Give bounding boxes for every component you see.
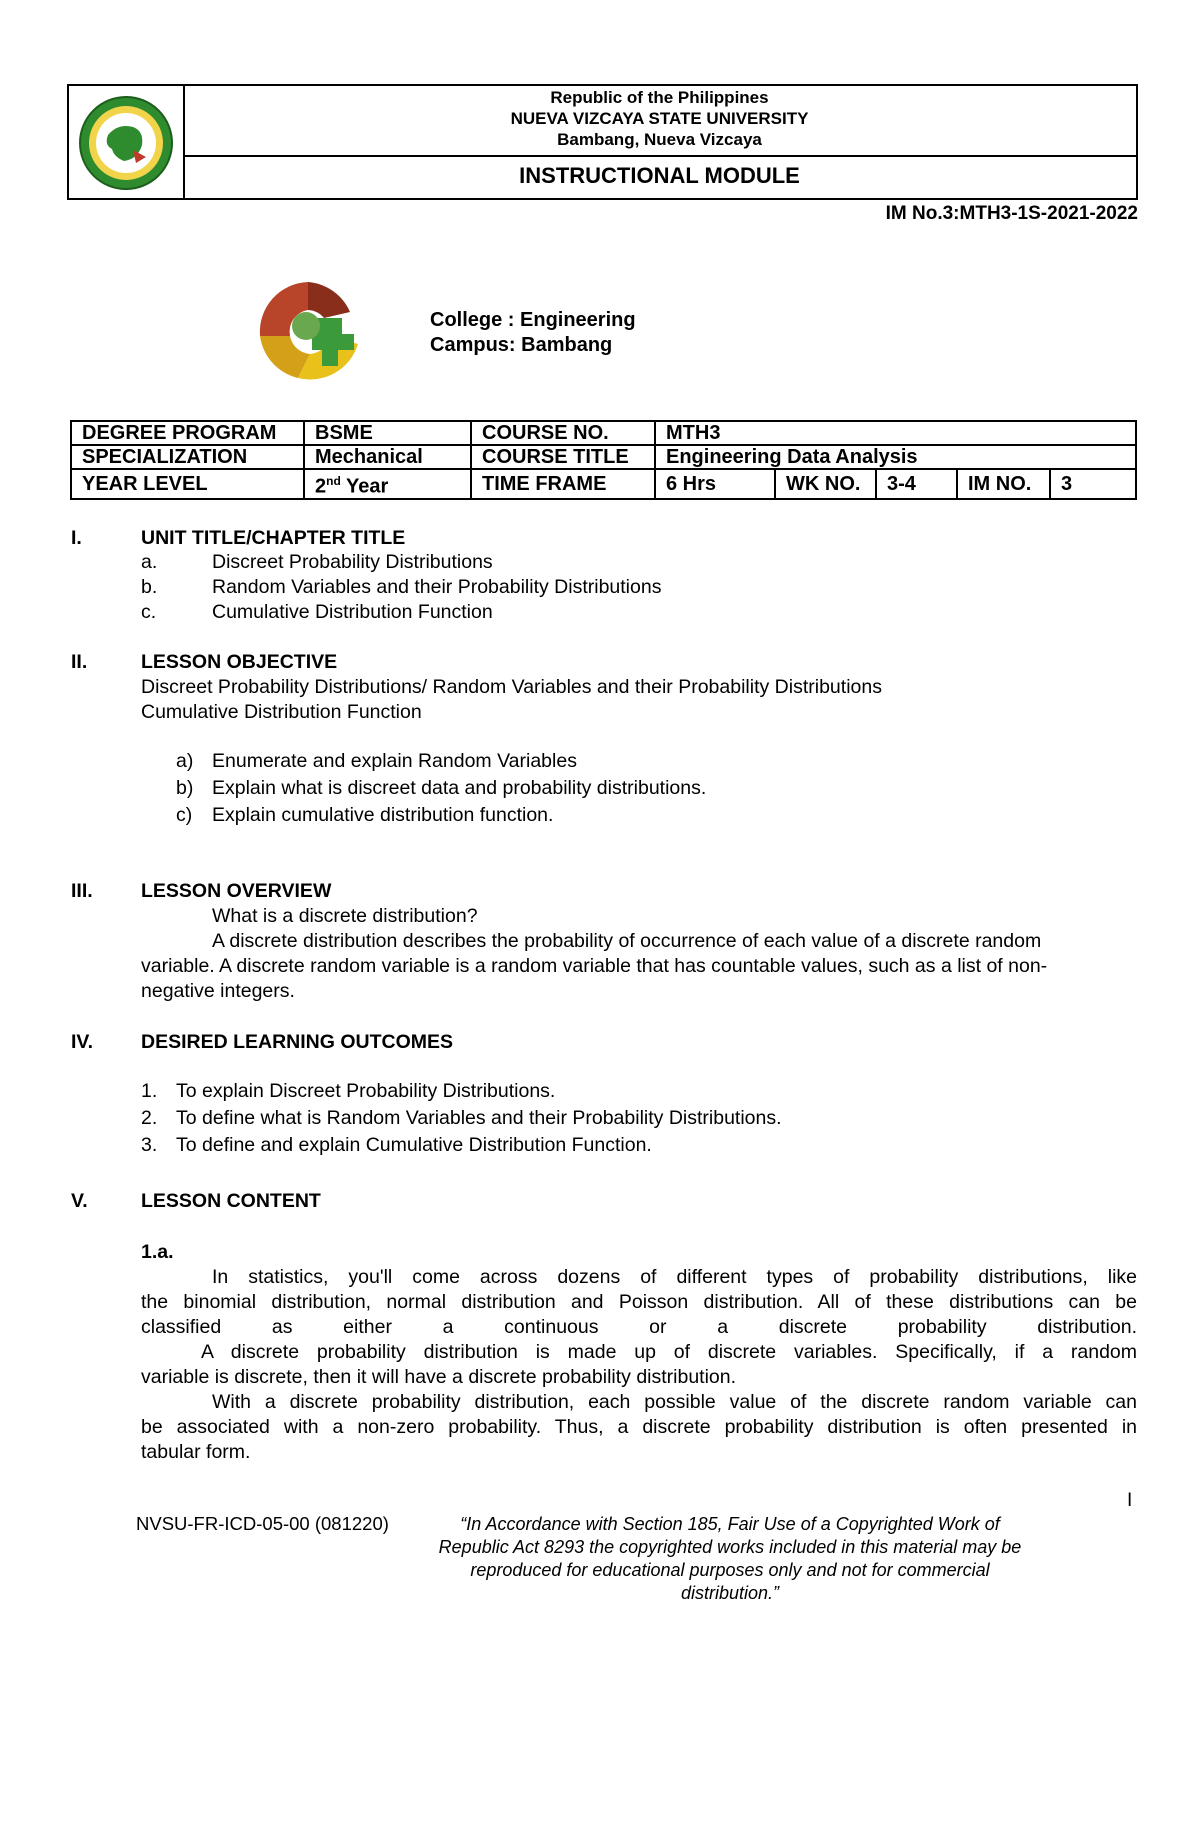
year-level-label: YEAR LEVEL [71, 469, 304, 499]
subsection-label: 1.a. [141, 1241, 174, 1263]
course-no-label: COURSE NO. [471, 421, 655, 445]
engineering-college-logo-icon [250, 274, 368, 386]
content-paragraph-line: variable is discrete, then it will have a discrete probability distribution. [141, 1366, 737, 1388]
list-item-number: 3. [141, 1134, 158, 1156]
content-paragraph-line: be associated with a non-zero probability. Thus, a discrete probability distribution is often presented in [141, 1416, 1137, 1438]
list-item: Enumerate and explain Random Variables [212, 750, 577, 772]
list-item: To explain Discreet Probability Distributions. [176, 1080, 556, 1102]
header-institution-block [183, 86, 1136, 157]
table-row [71, 421, 1136, 445]
list-item-letter: b) [176, 777, 194, 799]
list-item-letter: c. [141, 601, 157, 623]
copyright-note: “In Accordance with Section 185, Fair Use of a Copyrighted Work of Republic Act 8293 the copyrighted works included in this material may be reproduced for educational purposes only and not for commercial distribution.” [438, 1514, 1022, 1603]
section-heading: LESSON CONTENT [141, 1190, 321, 1212]
list-item: Cumulative Distribution Function [212, 601, 493, 623]
content-paragraph-line: In statistics, you'll come across dozens of different types of probability distributions, like [212, 1266, 1137, 1288]
college-name: College : Engineering [430, 309, 636, 331]
section-numeral: V. [71, 1190, 88, 1212]
module-title: INSTRUCTIONAL MODULE [519, 163, 800, 188]
overview-question: What is a discrete distribution? [212, 905, 478, 927]
table-row [71, 445, 1136, 469]
im-no-label: IM NO. [957, 469, 1050, 499]
course-no-value: MTH3 [655, 421, 1136, 445]
section-numeral: II. [71, 651, 88, 673]
time-frame-label: TIME FRAME [471, 469, 655, 499]
section-heading: UNIT TITLE/CHAPTER TITLE [141, 527, 406, 549]
list-item-letter: b. [141, 576, 158, 598]
list-item-number: 2. [141, 1107, 158, 1129]
im-no-value: 3 [1050, 469, 1136, 499]
im-code: IM No.3:MTH3-1S-2021-2022 [885, 203, 1138, 224]
course-title-value: Engineering Data Analysis [655, 445, 1136, 469]
degree-program-label: DEGREE PROGRAM [71, 421, 304, 445]
course-title-label: COURSE TITLE [471, 445, 655, 469]
year-level-value [304, 469, 471, 499]
table-row [71, 469, 1136, 499]
section-heading: LESSON OVERVIEW [141, 880, 332, 902]
college-info [430, 308, 636, 358]
form-code: NVSU-FR-ICD-05-00 (081220) [136, 1513, 389, 1534]
list-item-letter: c) [176, 804, 193, 826]
document-header [67, 84, 1138, 200]
list-item: To define what is Random Variables and their Probability Distributions. [176, 1107, 782, 1129]
content-paragraph-line: classified as either a continuous or a discrete probability distribution. [141, 1316, 1137, 1338]
wk-no-value: 3-4 [876, 469, 957, 499]
list-item: Discreet Probability Distributions [212, 551, 493, 573]
section-numeral: I. [71, 527, 82, 549]
campus-name: Campus: Bambang [430, 334, 613, 356]
content-paragraph-line: With a discrete probability distribution, each possible value of the discrete random variable can [212, 1391, 1137, 1413]
page-number: I [1127, 1490, 1133, 1511]
list-item-number: 1. [141, 1080, 158, 1102]
university-seal-icon [78, 95, 174, 191]
time-frame-value: 6 Hrs [655, 469, 775, 499]
course-info-table [70, 420, 1137, 500]
objective-line: Cumulative Distribution Function [141, 701, 422, 723]
section-heading: LESSON OBJECTIVE [141, 651, 338, 673]
year-level-number: 2 [315, 475, 327, 498]
header-line-republic: Republic of the Philippines [550, 88, 769, 107]
list-item-letter: a) [176, 750, 194, 772]
list-item: Random Variables and their Probability Distributions [212, 576, 662, 598]
content-paragraph-line: A discrete probability distribution is made up of discrete variables. Specifically, if a random [201, 1341, 1137, 1363]
overview-paragraph-line: variable. A discrete random variable is a random variable that has countable values, such as a list of non- [141, 955, 1048, 977]
header-line-university: NUEVA VIZCAYA STATE UNIVERSITY [510, 109, 809, 128]
section-numeral: IV. [71, 1031, 94, 1053]
specialization-value: Mechanical [304, 445, 471, 469]
degree-program-value: BSME [304, 421, 471, 445]
objective-line: Discreet Probability Distributions/ Random Variables and their Probability Distributions [141, 676, 882, 698]
list-item: Explain what is discreet data and probability distributions. [212, 777, 707, 799]
seal-cell [69, 86, 185, 198]
year-level-word: Year [340, 475, 389, 498]
wk-no-label: WK NO. [775, 469, 876, 499]
section-heading: DESIRED LEARNING OUTCOMES [141, 1031, 454, 1053]
list-item: To define and explain Cumulative Distribution Function. [176, 1134, 652, 1156]
content-paragraph-line: the binomial distribution, normal distribution and Poisson distribution. All of these distributions can be [141, 1291, 1137, 1313]
overview-paragraph-line: negative integers. [141, 980, 295, 1002]
list-item: Explain cumulative distribution function. [212, 804, 554, 826]
section-numeral: III. [71, 880, 93, 902]
content-paragraph-line: tabular form. [141, 1441, 251, 1463]
overview-paragraph-line: A discrete distribution describes the probability of occurrence of each value of a discrete random [212, 930, 1042, 952]
year-level-suffix: nd [326, 474, 341, 488]
list-item-letter: a. [141, 551, 158, 573]
specialization-label: SPECIALIZATION [71, 445, 304, 469]
header-line-location: Bambang, Nueva Vizcaya [557, 130, 762, 149]
